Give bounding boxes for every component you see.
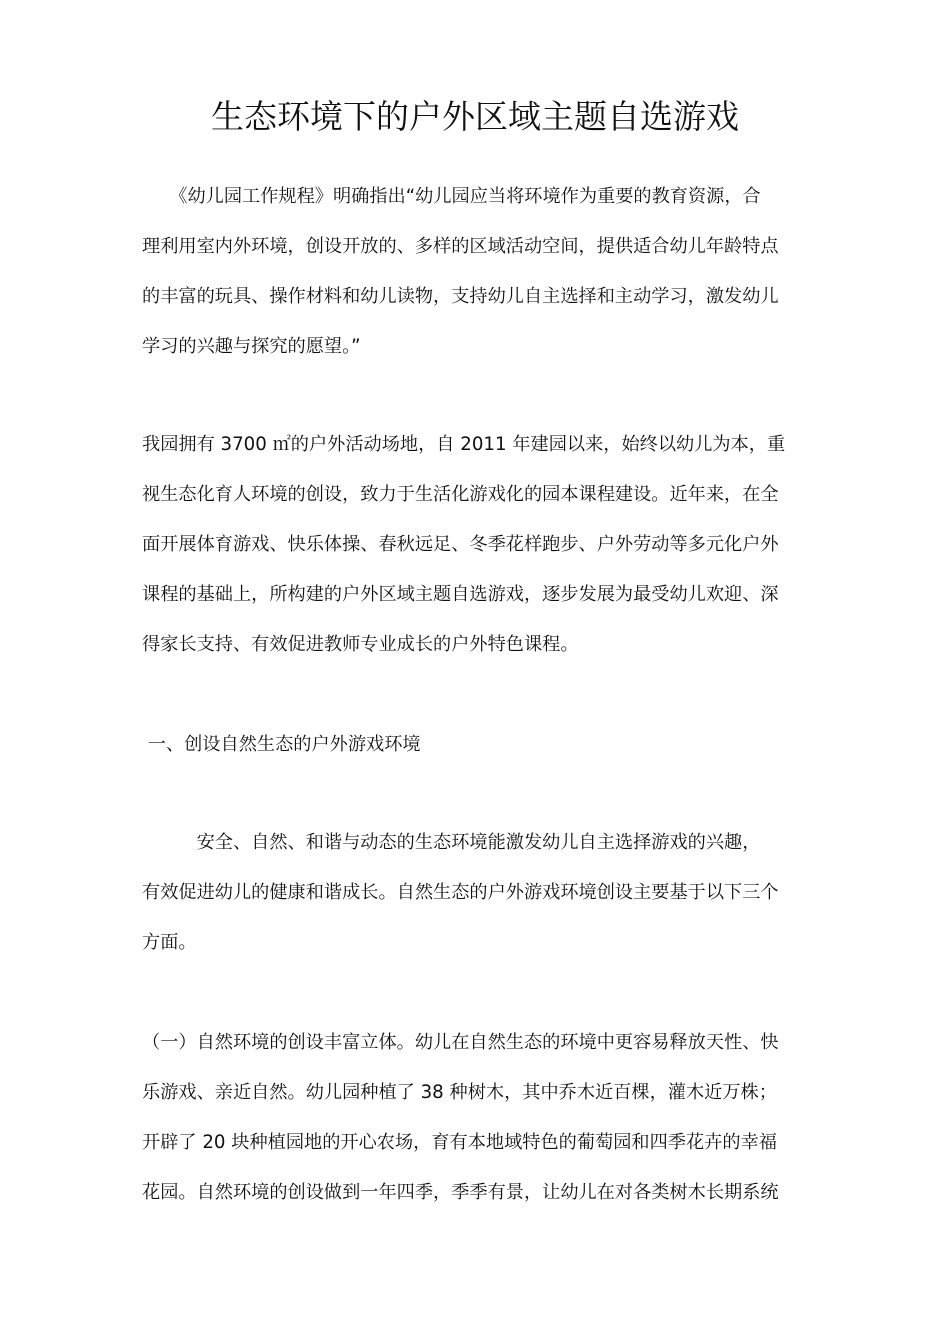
paragraph-line: 课程的基础上，所构建的户外区域主题自选游戏，逐步发展为最受幼儿欢迎、深	[142, 584, 779, 605]
paragraph-line: 安全、自然、和谐与动态的生态环境能激发幼儿自主选择游戏的兴趣，	[142, 832, 761, 853]
paragraph-line: 有效促进幼儿的健康和谐成长。自然生态的户外游戏环境创设主要基于以下三个	[142, 882, 779, 903]
paragraph-line: （一）自然环境的创设丰富立体。幼儿在自然生态的环境中更容易释放天性、快	[142, 1032, 779, 1053]
paragraph-line: 的丰富的玩具、操作材料和幼儿读物，支持幼儿自主选择和主动学习，激发幼儿	[142, 286, 779, 307]
paragraph-line: 学习的兴趣与探究的愿望。”	[142, 336, 361, 357]
paragraph-line: 得家长支持、有效促进教师专业成长的户外特色课程。	[142, 634, 579, 655]
paragraph-natural-environment	[142, 1018, 814, 1218]
paragraph-line: 乐游戏、亲近自然。幼儿园种植了 38 种树木，其中乔木近百棵，灌木近万株；	[142, 1082, 777, 1103]
paragraph-line: 我园拥有 3700 ㎡的户外活动场地，自 2011 年建园以来，始终以幼儿为本，重	[142, 434, 786, 455]
section-heading	[142, 720, 814, 770]
paragraph-background	[142, 420, 814, 670]
document-title: 生态环境下的户外区域主题自选游戏	[211, 97, 739, 136]
paragraph-line: 花园。自然环境的创设做到一年四季，季季有景，让幼儿在对各类树木长期系统	[142, 1182, 779, 1203]
paragraph-intro	[142, 172, 814, 372]
section-heading-text: 一、创设自然生态的户外游戏环境	[142, 734, 421, 755]
paragraph-line: 方面。	[142, 932, 197, 953]
paragraph-line: 《幼儿园工作规程》明确指出“幼儿园应当将环境作为重要的教育资源，合	[142, 186, 761, 207]
paragraph-line: 视生态化育人环境的创设，致力于生活化游戏化的园本课程建设。近年来，在全	[142, 484, 779, 505]
paragraph-line: 面开展体育游戏、快乐体操、春秋远足、冬季花样跑步、户外劳动等多元化户外	[142, 534, 779, 555]
paragraph-section-intro	[142, 818, 814, 968]
paragraph-line: 开辟了 20 块种植园地的开心农场，育有本地域特色的葡萄园和四季花卉的幸福	[142, 1132, 777, 1153]
paragraph-line: 理利用室内外环境，创设开放的、多样的区域活动空间，提供适合幼儿年龄特点	[142, 236, 779, 257]
